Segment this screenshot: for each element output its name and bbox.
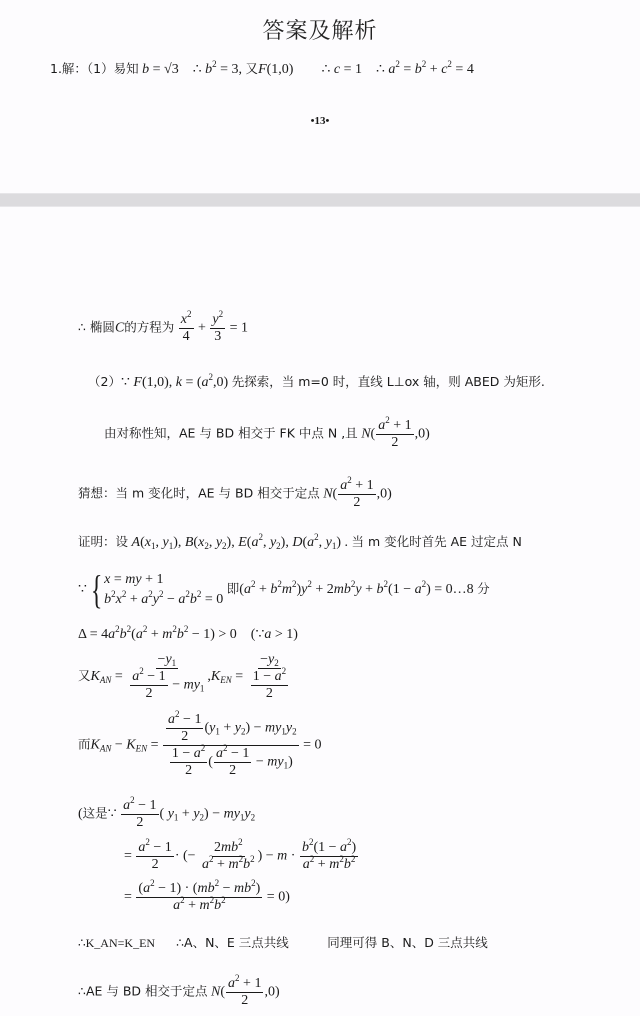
verification-step2-line: = $\frac{(a^2 - 1) \cdot (mb^2 - mb^2)}{a^2 + m^2b^2}$ = 0) — [124, 878, 290, 913]
conjecture-line: 猜想：当 m 变化时，AE 与 BD 相交于定点 N( $\frac{a^2 + 1}{2}$ ,0) — [78, 475, 392, 510]
collinear-conclusion-line: ∴K_AN=K_EN ∴A、N、E 三点共线 同理可得 B、N、D 三点共线 — [78, 935, 488, 950]
solution-part1-line: 1.解：（1）易知 b = √3 ∴ $b^2 = 3$, 又F(1,0) ∴ c = 1 ∴ $a^2 = b^2 + c^2 = 4$ — [50, 59, 474, 77]
proof-setup-line: 证明：设 $A(x_1$, $y_1$), $B(x_2$, $y_2$), $E(a^2$, $y_2$), $D(a^2$, $y_1$) . 当 m 变化时首先 AE 过定点 N — [78, 532, 522, 551]
verification-start-line: (这是∵ $\frac{a^2 - 1}{2}$ ( $y_1 + y_2) - my_1y_2$ — [78, 795, 256, 830]
final-conclusion-line: ∴AE 与 BD 相交于定点 N( $\frac{a^2 + 1}{2}$ ,0) — [78, 973, 280, 1008]
page-divider — [0, 193, 640, 207]
slopes-line: 又$K_{AN}$ = $-y_1$ $\frac{a^2 - 1}{2}$ − $my_1$ $,K_{EN}$ = $\frac{-y_2}{\frac{1 - a^2}{2}}$ — [78, 652, 287, 701]
ellipse-equation-line: ∴ 椭圆C的方程为 $\frac{x^2}{4}$ + $\frac{y^2}{3}$ = 1 — [78, 309, 249, 344]
discriminant-line: $\Delta = 4a^2b^2(a^2 + m^2b^2 - 1) > 0$ (∵a > 1) — [78, 624, 298, 642]
verification-step1-line: = $\frac{a^2 - 1}{2}$ · (− $\frac{2mb^2}{a^2 + m^2b^2}$ ) − m · $\frac{b^2(1 - a^2)}{a^2 + m^2b^2}$ — [124, 837, 357, 872]
page-number: •13• — [310, 115, 330, 127]
page-title: 答案及解析 — [262, 19, 378, 44]
part2-intro-line: （2）∵ F(1,0), $k = (a^2,0)$ 先探索，当 m=0 时，直线 L⊥ox 轴，则 ABED 为矩形. — [88, 372, 545, 390]
symmetry-line: 由对称性知，AE 与 BD 相交于 FK 中点 N ,且 N( $\frac{a^2 + 1}{2}$ ,0) — [104, 415, 430, 450]
slope-difference-line: 而$K_{AN} - K_{EN}$ = $\frac{a^2 - 1}{2}$ $(y_1 + y_2) - my_1y_2$ $\frac{1 - a^2}{2}$ ( $\frac{a^2 - 1}{2}$ − $my_1$) = 0 — [78, 709, 322, 778]
system-equation-line: ∵ { x = my + 1 $b^2x^2 + a^2y^2 - a^2b^2 = 0$ 即$(a^2 + b^2m^2)y^2 + 2mb^2y + b^2(1 - a^2)$ = 0…8 分 — [78, 567, 490, 612]
